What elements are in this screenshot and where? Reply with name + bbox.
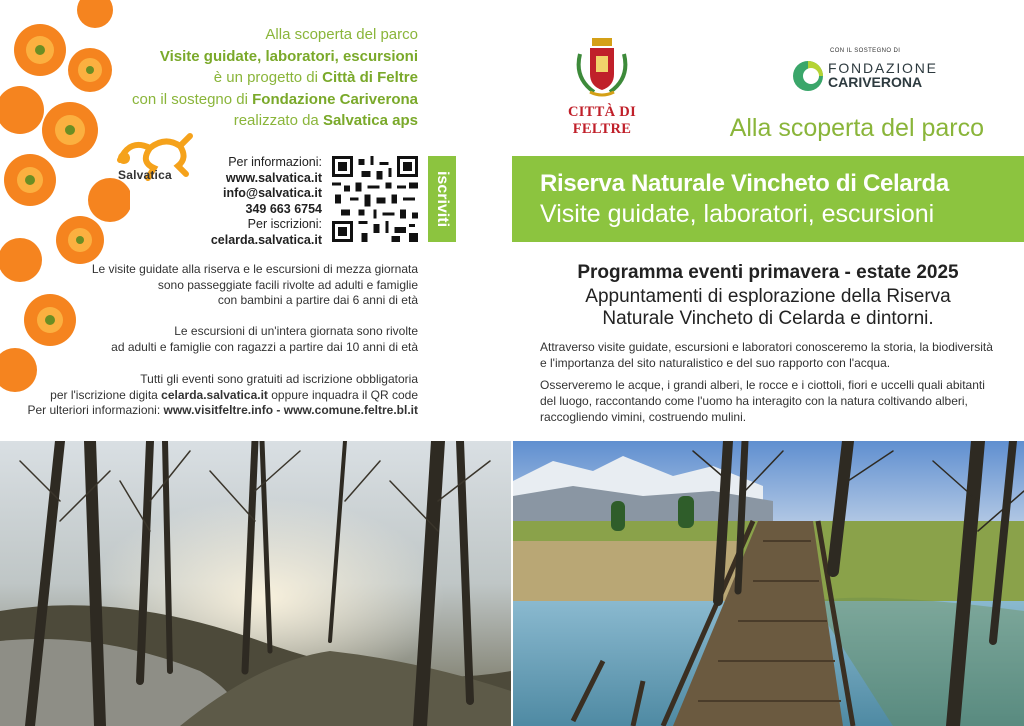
tagline-line2: Visite guidate, laboratori, escursioni	[159, 47, 418, 65]
program-description	[512, 286, 1024, 330]
signup-label: Per iscrizioni:	[247, 217, 322, 231]
project-tagline	[132, 24, 418, 132]
tagline-foundation: Fondazione Cariverona	[252, 90, 418, 108]
info-p3-line2-post: oppure inquadra il QR code	[267, 387, 418, 402]
info-paragraph-3	[27, 372, 418, 419]
banner-subtitle: Visite guidate, laboratori, escursioni	[540, 200, 935, 228]
cariverona-logo-icon	[792, 60, 824, 92]
banner-title: Riserva Naturale Vincheto di Celarda	[540, 170, 949, 197]
city-name: CITTÀ DI FELTRE	[567, 104, 637, 137]
info-label: Per informazioni:	[228, 155, 322, 169]
iscriviti-label: iscriviti	[434, 170, 451, 228]
tagline-city: Città di Feltre	[322, 69, 418, 86]
tagline-line4-text: con il sostegno di	[132, 90, 253, 108]
program-desc-line1: Appuntamenti di esplorazione della Riserva	[585, 286, 951, 307]
program-title: Programma eventi primavera - estate 2025	[577, 262, 959, 283]
info-p3-line1: Tutti gli eventi sono gratuiti ad iscrizione obbligatoria	[140, 372, 418, 386]
qr-code[interactable]	[332, 156, 418, 242]
boardwalk-photo	[513, 441, 1024, 726]
intro-paragraph: Attraverso visite guidate, escursioni e laboratori conosceremo la storia, la biodiversità e l'importanza del sito naturalistico e del suo rapporto con l'acqua.	[540, 340, 993, 370]
observe-paragraph: Osserveremo le acque, i grandi alberi, le rocce e i ciottoli, fiori e uccelli quali abitanti del luogo, raccontando come l'uomo ha interagito con la natura coltivando alberi, raccogliendo vimini, costruendo mulini.	[540, 378, 985, 424]
info-p2-line1: Le escursioni di un'intera giornata sono rivolte	[174, 324, 418, 338]
orange-flowers-image	[0, 0, 130, 420]
contact-info	[211, 155, 322, 248]
website-link[interactable]: www.salvatica.it	[225, 170, 322, 185]
info-p1-line2: sono passeggiate facili rivolte ad adulti e famiglie	[157, 277, 418, 292]
celarda-link[interactable]: celarda.salvatica.it	[161, 387, 268, 402]
title-banner	[512, 156, 1024, 242]
info-p3-line2-pre: per l'iscrizione digita	[50, 387, 162, 402]
iscriviti-tab[interactable]	[428, 156, 456, 242]
more-info-links[interactable]: www.visitfeltre.info - www.comune.feltre.bl.it	[163, 403, 418, 418]
tagline-line1: Alla scoperta del parco	[265, 26, 418, 43]
cariverona-line1: FONDAZIONE	[828, 60, 938, 76]
tagline-salvatica: Salvatica aps	[322, 112, 418, 129]
right-subtitle: Alla scoperta del parco	[729, 114, 984, 142]
info-p2-line2: ad adulti e famiglie con ragazzi a partire dai 10 anni di età	[111, 339, 418, 354]
signup-link[interactable]: celarda.salvatica.it	[210, 232, 322, 247]
salvatica-logo-text: Salvatica	[118, 168, 172, 182]
cariverona-line2: CARIVERONA	[828, 74, 923, 90]
salvatica-lizard-icon	[110, 128, 200, 200]
program-desc-line2: Naturale Vincheto di Celarda e dintorni.	[602, 308, 934, 329]
forest-photo	[0, 441, 511, 726]
email-link[interactable]: info@salvatica.it	[222, 186, 322, 200]
phone-number[interactable]: 349 663 6754	[245, 201, 322, 216]
info-p3-line3-pre: Per ulteriori informazioni:	[27, 403, 164, 418]
tagline-line5-text: realizzato da	[233, 112, 323, 129]
city-crest-icon	[572, 34, 632, 102]
info-paragraph-2	[111, 324, 418, 355]
info-p1-line3: con bambini a partire dai 6 anni di età	[217, 293, 418, 308]
tagline-line3-text: è un progetto di	[213, 69, 323, 86]
info-p1-line1: Le visite guidate alla riserva e le escursioni di mezza giornata	[91, 262, 418, 276]
support-label: CON IL SOSTEGNO DI	[830, 48, 901, 54]
info-paragraph-1	[92, 262, 418, 309]
